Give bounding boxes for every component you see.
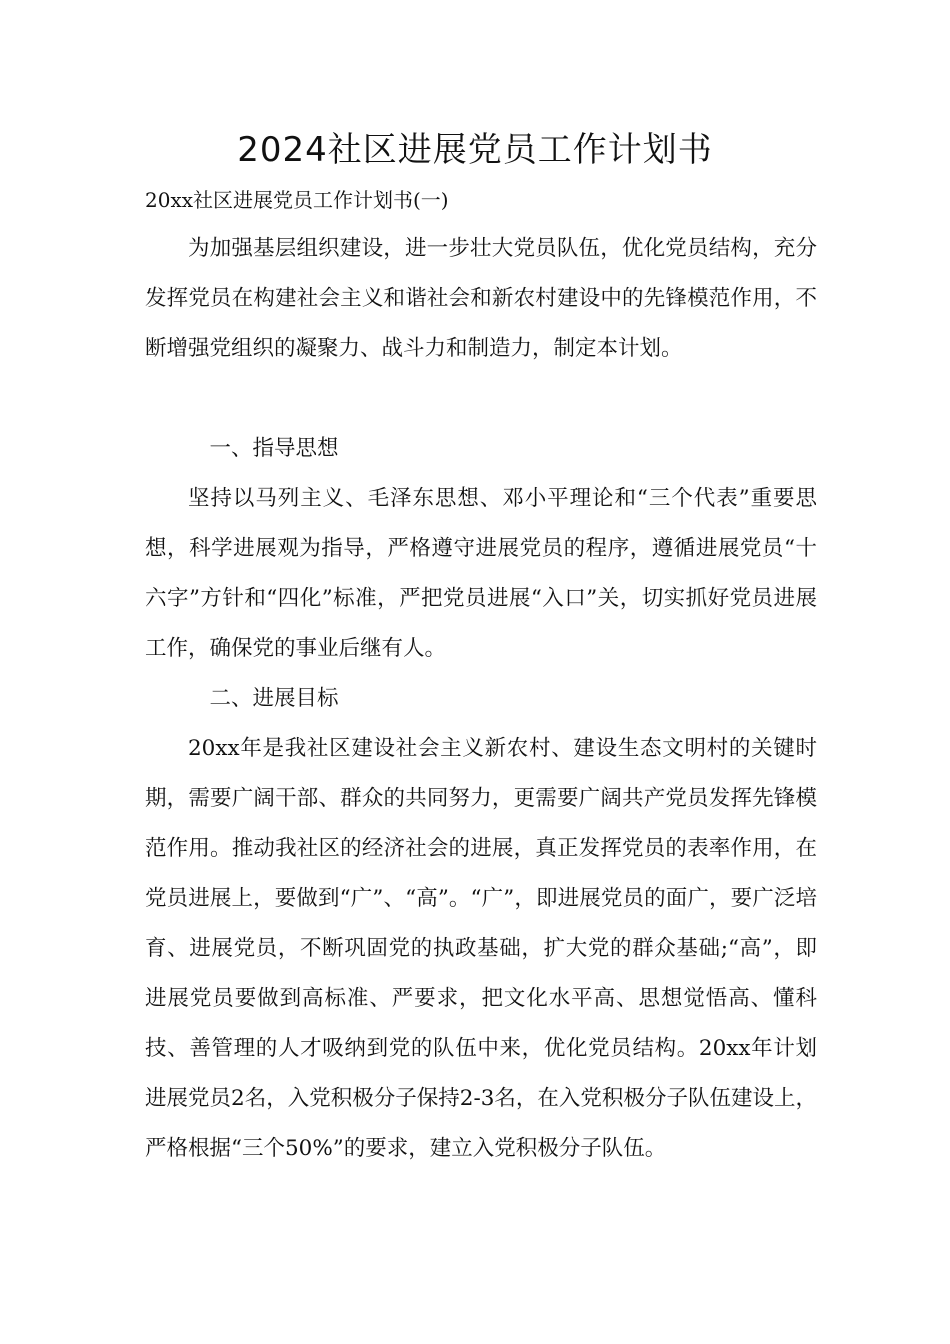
document-title: 2024社区进展党员工作计划书: [237, 130, 713, 170]
section-paragraph-guiding-ideology: 坚持以马列主义、毛泽东思想、邓小平理论和“三个代表”重要思想，科学进展观为指导，严格遵守进展党员的程序，遵循进展党员“十六字”方针和“四化”标准，严把党员进展“入口”关，切实抓好党员进展工作，确保党的事业后继有人。: [145, 486, 817, 661]
section-heading-guiding-ideology: 一、指导思想: [209, 436, 339, 461]
section-heading-development-goals: 二、进展目标: [209, 686, 339, 711]
intro-paragraph: 为加强基层组织建设，进一步壮大党员队伍，优化党员结构，充分发挥党员在构建社会主义和谐社会和新农村建设中的先锋模范作用，不断增强党组织的凝聚力、战斗力和制造力，制定本计划。: [145, 236, 817, 361]
section-paragraph-development-goals: 20xx年是我社区建设社会主义新农村、建设生态文明村的关键时期，需要广阔干部、群众的共同努力，更需要广阔共产党员发挥先锋模范作用。推动我社区的经济社会的进展，真正发挥党员的表率作用，在党员进展上，要做到“广”、“高”。“广”，即进展党员的面广，要广泛培育、进展党员，不断巩固党的执政基础，扩大党的群众基础;“高”，即进展党员要做到高标准、严要求，把文化水平高、思想觉悟高、懂科技、善管理的人才吸纳到党的队伍中来，优化党员结构。20xx年计划进展党员2名，入党积极分子保持2-3名，在入党积极分子队伍建设上，严格根据“三个50%”的要求，建立入党积极分子队伍。: [145, 736, 817, 1161]
document-subtitle: 20xx社区进展党员工作计划书(一): [145, 188, 449, 212]
